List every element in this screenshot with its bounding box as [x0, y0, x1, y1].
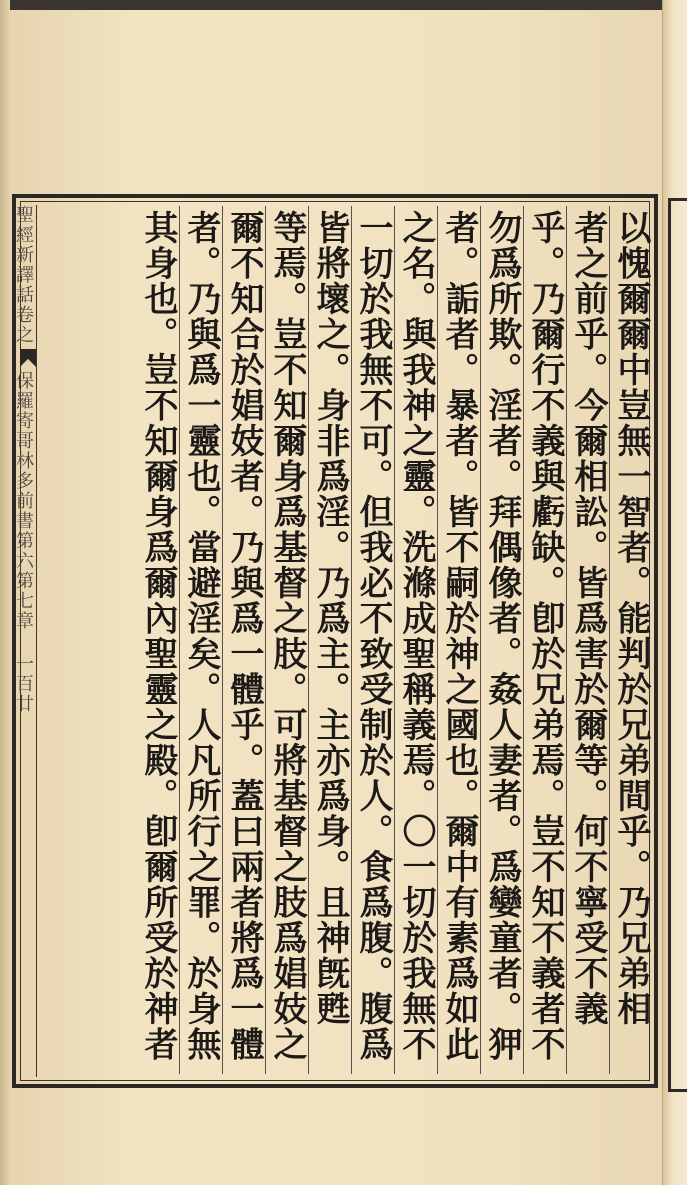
text-column: 皆將壞之。身非爲淫。乃爲主。主亦爲身。且神旣甦	[308, 206, 351, 1074]
top-shadow	[0, 0, 687, 10]
text-column: 爾不知合於娼妓者。乃與爲一體乎。蓋曰兩者將爲一體	[222, 206, 265, 1074]
text-column: 其身也。豈不知爾身爲爾內聖靈之殿。卽爾所受於神者	[138, 210, 178, 1062]
margin-title	[14, 205, 37, 1077]
text-column: 之名。與我神之靈。洗滌成聖稱義焉。〇一切於我無不	[394, 206, 437, 1074]
fishtail-mark-icon	[20, 349, 36, 367]
text-column: 者。乃與爲一靈也。當避淫矣。人凡所行之罪。於身無	[179, 206, 222, 1074]
text-column: 以愧爾爾中豈無一智者。能判於兄弟間乎。乃兄弟相	[609, 206, 652, 1074]
text-column: 一切於我無不可。但我必不致受制於人。食爲腹。腹爲	[351, 206, 394, 1074]
text-columns	[40, 206, 652, 1076]
text-column: 者之前乎。今爾相訟。皆爲害於爾等。何不寧受不義	[566, 206, 609, 1074]
margin-title-text-2: 保羅寄哥林多前書第六第七章 一百廿	[13, 371, 34, 714]
next-page-frame	[668, 198, 687, 1092]
text-column: 勿爲所欺。淫者。拜偶像者。姦人妻者。爲孌童者。狎	[480, 206, 523, 1074]
text-column: 等焉。豈不知爾身爲基督之肢。可將基督之肢爲娼妓之	[265, 206, 308, 1074]
text-column: 者。詬者。暴者。皆不嗣於神之國也。爾中有素爲如此	[437, 206, 480, 1074]
left-page-edge	[0, 0, 10, 1185]
text-column: 乎。乃爾行不義與虧缺。卽於兄弟焉。豈不知不義者不	[523, 206, 566, 1074]
margin-title-text: 聖經新譯話卷之	[13, 205, 34, 345]
